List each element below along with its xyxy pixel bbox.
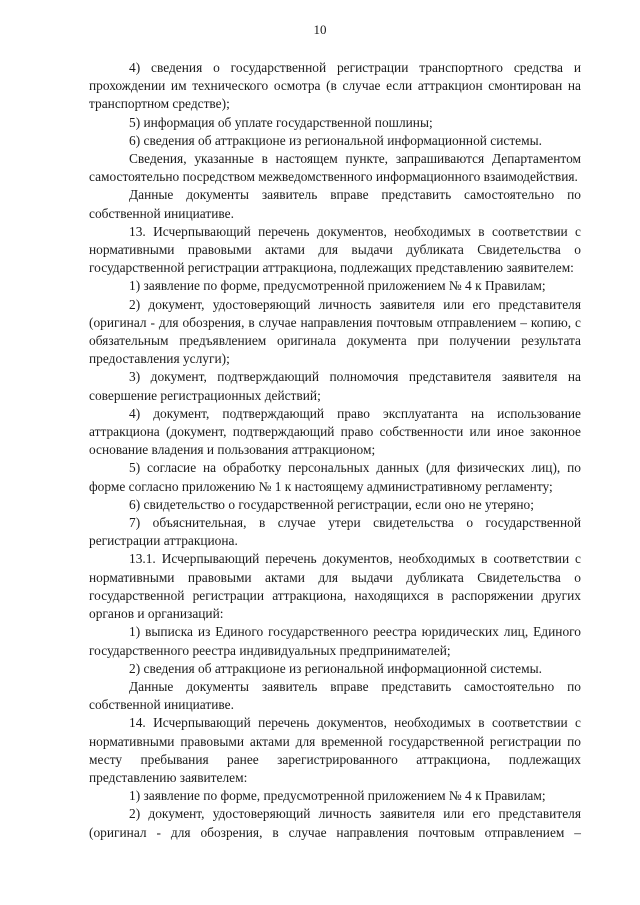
paragraph-item-4-vehicle-registration: 4) сведения о государственной регистрации транспортного средства и прохождении им технического осмотра (в случае если аттракцион смонтирован на транспортном средстве); [89,60,581,112]
paragraph-13-item-6: 6) свидетельство о государственной регистрации, если оно не утеряно; [129,496,534,512]
paragraph-own-initiative-2: Данные документы заявитель вправе представить самостоятельно по собственной инициативе. [89,678,581,713]
paragraph-13-item-7: 7) объяснительная, в случае утери свидетельства о государственной регистрации аттракциона. [89,515,581,549]
paragraph-13-1-item-1: 1) выписка из Единого государственного реестра юридических лиц, Единого государственного реестра индивидуальных предпринимателей; [89,624,581,658]
paragraph-13-item-4: 4) документ, подтверждающий право эксплуатанта на использование аттракциона (документ, подтверждающий право собственности или иное законное основание владения и пользования аттракционом; [89,405,581,458]
paragraph-item-6-regional-system: 6) сведения об аттракционе из региональной информационной системы. [129,132,542,148]
paragraph-13-item-3: 3) документ, подтверждающий полномочия представителя заявителя на совершение регистрационных действий; [89,369,581,403]
paragraph-13-1-item-2: 2) сведения об аттракционе из региональной информационной системы. [129,660,542,676]
paragraph-item-5-state-fee: 5) информация об уплате государственной пошлины; [129,114,433,130]
paragraph-information-requested: Сведения, указанные в настоящем пункте, запрашиваются Департаментом самостоятельно посредством межведомственного информационного взаимодействия. [89,151,581,185]
paragraph-own-initiative: Данные документы заявитель вправе представить самостоятельно по собственной инициативе. [89,187,581,221]
paragraph-13-item-5: 5) согласие на обработку персональных данных (для физических лиц), по форме согласно приложению № 1 к настоящему административному регламенту; [89,460,581,494]
paragraph-section-14: 14. Исчерпывающий перечень документов, необходимых в соответствии с нормативными правовыми актами для временной государственной регистрации по месту пребывания ранее зарегистрированного аттракциона, подлежащих представлению заявителем: [89,715,581,785]
paragraph-13-item-1: 1) заявление по форме, предусмотренной приложением № 4 к Правилам; [129,278,546,294]
document-body [89,59,581,842]
page-number: 10 [313,22,327,37]
paragraph-13-item-2: 2) документ, удостоверяющий личность заявителя или его представителя (оригинал - для обозрения, в случае направления почтовым отправлением – копию, с обязательным предъявлением оригинала документа при получении результата предоставления услуги); [89,296,581,367]
paragraph-14-item-1: 1) заявление по форме, предусмотренной приложением № 4 к Правилам; [129,788,546,804]
paragraph-section-13-1: 13.1. Исчерпывающий перечень документов, необходимых в соответствии с нормативными правовыми актами для выдачи дубликата Свидетельства о государственной регистрации аттракциона, находящихся в распоряжении других органов и организаций: [89,551,581,622]
paragraph-section-13: 13. Исчерпывающий перечень документов, необходимых в соответствии с нормативными правовыми актами для выдачи дубликата Свидетельства о государственной регистрации аттракциона, подлежащих представлению заявителем: [89,223,581,276]
paragraph-14-item-2: 2) документ, удостоверяющий личность заявителя или его представителя (оригинал - для обозрения, в случае направления почтовым отправлением – [89,806,581,840]
